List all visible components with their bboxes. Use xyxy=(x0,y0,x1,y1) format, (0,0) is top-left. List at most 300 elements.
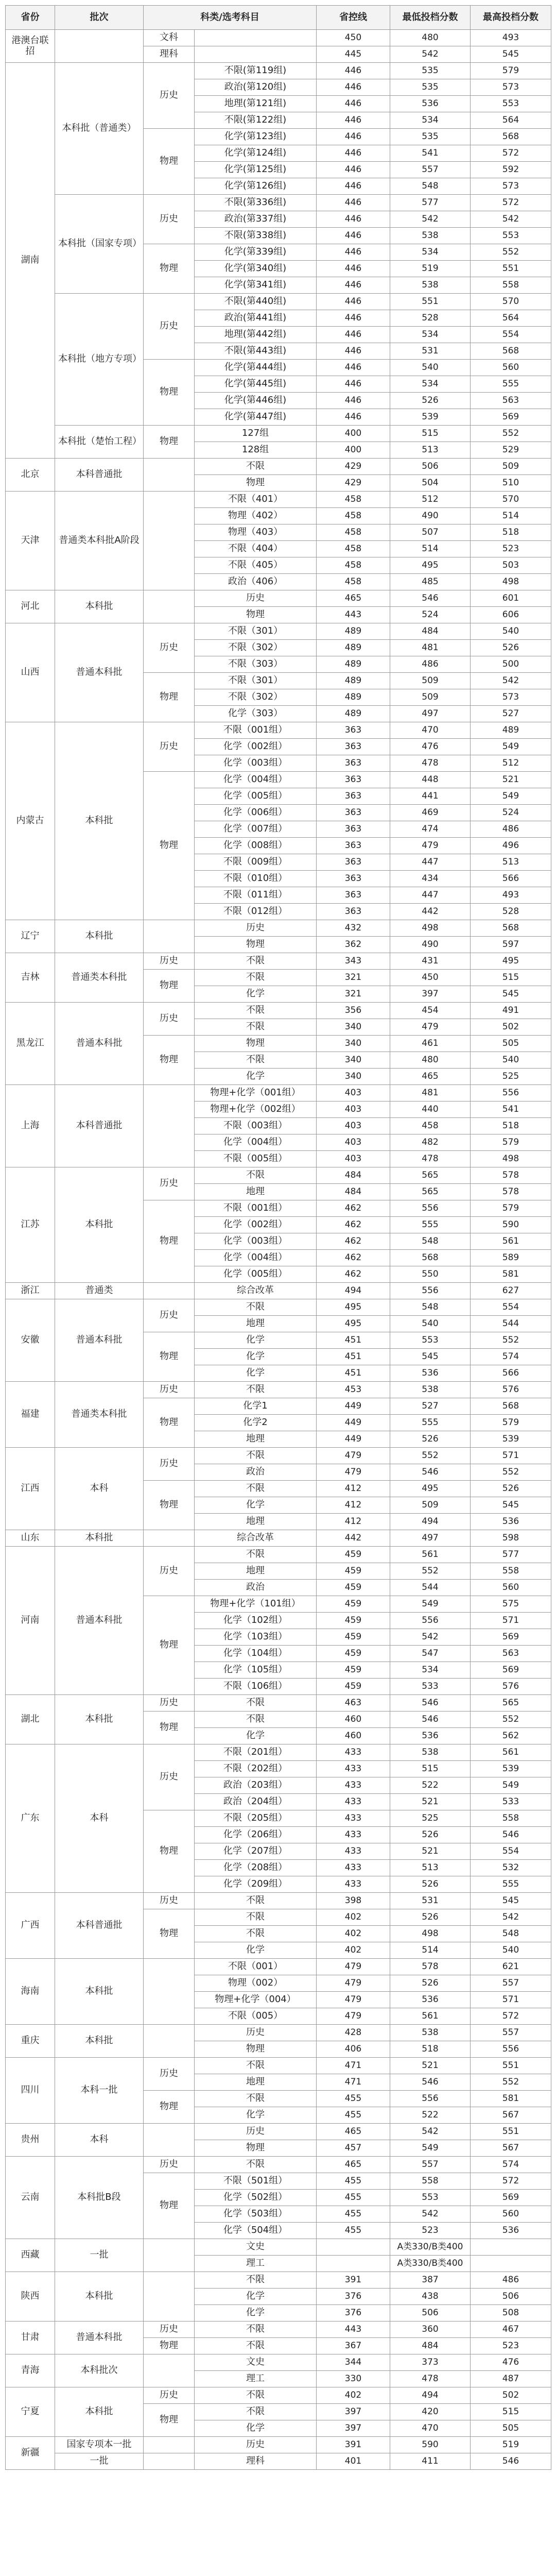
cell-subject-detail: 化学（004组） xyxy=(195,1134,317,1151)
cell-max-score: 555 xyxy=(471,376,551,393)
cell-control-line: 451 xyxy=(317,1332,390,1349)
cell-max-score: 508 xyxy=(471,2305,551,2321)
cell-max-score: 549 xyxy=(471,1777,551,1794)
cell-max-score: 569 xyxy=(471,1662,551,1679)
cell-subject-group: 物理 xyxy=(144,2173,195,2239)
cell-min-score: 546 xyxy=(390,1695,471,1711)
cell-max-score: 539 xyxy=(471,1431,551,1448)
cell-subject-detail: 化学 xyxy=(195,2305,317,2321)
cell-max-score: 489 xyxy=(471,722,551,739)
cell-min-score: 521 xyxy=(390,1794,471,1810)
cell-subject-detail: 不限 xyxy=(195,1167,317,1184)
cell-control-line: 446 xyxy=(317,162,390,178)
cell-subject-group xyxy=(144,2272,195,2321)
cell-max-score: 540 xyxy=(471,1052,551,1069)
cell-control-line: 446 xyxy=(317,327,390,343)
cell-max-score: 505 xyxy=(471,2420,551,2437)
cell-min-score: 536 xyxy=(390,96,471,112)
cell-subject-group: 历史 xyxy=(144,623,195,673)
cell-min-score: 521 xyxy=(390,1843,471,1860)
cell-control-line: 495 xyxy=(317,1316,390,1332)
cell-control-line: 458 xyxy=(317,524,390,541)
table-row xyxy=(6,953,551,970)
cell-control-line: 446 xyxy=(317,112,390,129)
cell-min-score: 514 xyxy=(390,1942,471,1959)
cell-control-line: 321 xyxy=(317,970,390,986)
cell-min-score: 542 xyxy=(390,2206,471,2223)
cell-min-score: 561 xyxy=(390,1547,471,1563)
table-row xyxy=(6,1893,551,1909)
cell-control-line: 402 xyxy=(317,1942,390,1959)
cell-subject-detail xyxy=(195,46,317,63)
cell-control-line: 363 xyxy=(317,854,390,871)
table-row xyxy=(6,2025,551,2041)
cell-min-score: 547 xyxy=(390,1646,471,1662)
cell-max-score: 571 xyxy=(471,1992,551,2008)
cell-control-line: 462 xyxy=(317,1233,390,1250)
cell-max-score: 493 xyxy=(471,887,551,904)
cell-max-score: 601 xyxy=(471,590,551,607)
cell-control-line: 397 xyxy=(317,2404,390,2420)
cell-min-score: 528 xyxy=(390,310,471,327)
cell-max-score: 551 xyxy=(471,2058,551,2074)
cell-min-score: 458 xyxy=(390,1118,471,1134)
cell-subject-group: 历史 xyxy=(144,722,195,772)
cell-subject-detail: 不限（001组） xyxy=(195,722,317,739)
cell-control-line: 484 xyxy=(317,1167,390,1184)
cell-subject-detail: 不限(第119组) xyxy=(195,63,317,79)
cell-max-score: 579 xyxy=(471,1200,551,1217)
cell-min-score: 454 xyxy=(390,1003,471,1019)
cell-max-score: 515 xyxy=(471,970,551,986)
cell-subject-group xyxy=(144,590,195,623)
table-row xyxy=(6,1959,551,1975)
cell-subject-detail: 不限(第122组) xyxy=(195,112,317,129)
cell-control-line: 446 xyxy=(317,195,390,211)
cell-subject-detail: 127组 xyxy=(195,426,317,442)
cell-batch: 本科批 xyxy=(55,920,144,953)
cell-province: 甘肃 xyxy=(6,2321,55,2354)
cell-min-score: 479 xyxy=(390,838,471,854)
cell-min-score: 557 xyxy=(390,162,471,178)
cell-province: 广东 xyxy=(6,1744,55,1893)
cell-subject-detail: 化学 xyxy=(195,2420,317,2437)
cell-control-line: 344 xyxy=(317,2354,390,2371)
cell-subject-detail: 不限 xyxy=(195,953,317,970)
cell-max-score: 621 xyxy=(471,1959,551,1975)
cell-subject-detail: 不限 xyxy=(195,2272,317,2289)
cell-max-score: 554 xyxy=(471,1843,551,1860)
cell-max-score: 558 xyxy=(471,1563,551,1580)
cell-subject-detail: 不限 xyxy=(195,1695,317,1711)
cell-min-score: 546 xyxy=(390,1464,471,1481)
cell-province: 吉林 xyxy=(6,953,55,1003)
cell-batch: 本科批（普通类） xyxy=(55,63,144,195)
cell-control-line: 433 xyxy=(317,1843,390,1860)
cell-max-score: 581 xyxy=(471,2091,551,2107)
cell-control-line: 459 xyxy=(317,1580,390,1596)
cell-subject-group: 历史 xyxy=(144,1299,195,1332)
cell-min-score: 442 xyxy=(390,904,471,920)
cell-subject-detail: 不限（302） xyxy=(195,640,317,656)
cell-control-line: 458 xyxy=(317,508,390,524)
cell-control-line: 446 xyxy=(317,343,390,360)
cell-max-score: 524 xyxy=(471,805,551,821)
cell-subject-detail: 不限（401） xyxy=(195,492,317,508)
cell-control-line: 363 xyxy=(317,739,390,755)
cell-subject-group xyxy=(144,492,195,590)
cell-control-line: 479 xyxy=(317,1448,390,1464)
cell-min-score: 556 xyxy=(390,1613,471,1629)
cell-min-score: 506 xyxy=(390,459,471,475)
cell-max-score: 542 xyxy=(471,673,551,689)
cell-subject-detail: 政治 xyxy=(195,1580,317,1596)
cell-subject-group: 历史 xyxy=(144,2157,195,2173)
cell-min-score: 556 xyxy=(390,1200,471,1217)
table-row xyxy=(6,590,551,607)
cell-min-score: 397 xyxy=(390,986,471,1003)
table-body xyxy=(6,30,551,2470)
cell-subject-detail: 化学 xyxy=(195,2289,317,2305)
cell-control-line: 489 xyxy=(317,706,390,722)
cell-subject-detail: 不限(第338组) xyxy=(195,228,317,244)
cell-min-score: 535 xyxy=(390,129,471,145)
cell-subject-detail: 化学(第445组) xyxy=(195,376,317,393)
cell-batch: 本科批次 xyxy=(55,2354,144,2387)
cell-subject-group: 历史 xyxy=(144,1744,195,1810)
table-row xyxy=(6,722,551,739)
cell-subject-detail: 理科 xyxy=(195,2453,317,2470)
cell-min-score: 387 xyxy=(390,2272,471,2289)
cell-max-score: 545 xyxy=(471,986,551,1003)
cell-max-score: 577 xyxy=(471,1547,551,1563)
table-row xyxy=(6,623,551,640)
table-row xyxy=(6,920,551,937)
cell-subject-detail: 化学（104组） xyxy=(195,1646,317,1662)
cell-min-score: 474 xyxy=(390,821,471,838)
cell-control-line: 446 xyxy=(317,178,390,195)
cell-province: 西藏 xyxy=(6,2239,55,2272)
cell-subject-detail: 物理 xyxy=(195,1036,317,1052)
cell-subject-detail: 化学（002组） xyxy=(195,1217,317,1233)
cell-subject-group: 物理 xyxy=(144,426,195,459)
cell-min-score: 534 xyxy=(390,1662,471,1679)
cell-control-line: 403 xyxy=(317,1134,390,1151)
cell-subject-detail: 不限 xyxy=(195,1481,317,1497)
cell-max-score: 564 xyxy=(471,112,551,129)
cell-subject-detail: 不限（106组） xyxy=(195,1679,317,1695)
cell-max-score: 592 xyxy=(471,162,551,178)
cell-max-score: 627 xyxy=(471,1283,551,1299)
cell-max-score: 555 xyxy=(471,1876,551,1893)
cell-max-score: 573 xyxy=(471,689,551,706)
cell-min-score: 556 xyxy=(390,2091,471,2107)
cell-province: 上海 xyxy=(6,1085,55,1167)
cell-min-score: 540 xyxy=(390,360,471,376)
cell-control-line: 403 xyxy=(317,1101,390,1118)
cell-control-line: 363 xyxy=(317,755,390,772)
cell-subject-detail: 不限(第443组) xyxy=(195,343,317,360)
cell-control-line: 479 xyxy=(317,1975,390,1992)
cell-subject-group: 历史 xyxy=(144,294,195,360)
table-row xyxy=(6,2354,551,2371)
header-control-line: 省控线 xyxy=(317,6,390,30)
cell-subject-detail: 物理+化学（101组） xyxy=(195,1596,317,1613)
cell-subject-detail: 化学（209组） xyxy=(195,1876,317,1893)
cell-province: 港澳台联招 xyxy=(6,30,55,63)
cell-max-score: 536 xyxy=(471,1514,551,1530)
cell-min-score: 450 xyxy=(390,970,471,986)
cell-min-score: 548 xyxy=(390,178,471,195)
cell-min-score: 478 xyxy=(390,1151,471,1167)
cell-max-score: 503 xyxy=(471,557,551,574)
cell-min-score: 548 xyxy=(390,1233,471,1250)
cell-subject-detail: 不限 xyxy=(195,459,317,475)
header-min-score: 最低投档分数 xyxy=(390,6,471,30)
cell-subject-group: 物理 xyxy=(144,1909,195,1959)
cell-min-score: 448 xyxy=(390,772,471,788)
cell-max-score: 486 xyxy=(471,2272,551,2289)
cell-min-score: 498 xyxy=(390,920,471,937)
cell-subject-group: 历史 xyxy=(144,953,195,970)
cell-min-score: 515 xyxy=(390,426,471,442)
cell-subject-detail: 化学（207组） xyxy=(195,1843,317,1860)
cell-subject-detail: 不限（205组） xyxy=(195,1810,317,1827)
admission-score-table-container xyxy=(5,5,551,2470)
cell-control-line: 402 xyxy=(317,1926,390,1942)
cell-max-score: 476 xyxy=(471,2354,551,2371)
cell-province: 海南 xyxy=(6,1959,55,2025)
cell-max-score: 528 xyxy=(471,904,551,920)
table-row xyxy=(6,2387,551,2404)
cell-control-line: 340 xyxy=(317,1069,390,1085)
cell-max-score: 567 xyxy=(471,2107,551,2124)
cell-max-score: 498 xyxy=(471,574,551,590)
cell-min-score: 534 xyxy=(390,327,471,343)
cell-subject-group xyxy=(144,920,195,953)
cell-max-score: 551 xyxy=(471,261,551,277)
cell-subject-group: 物理 xyxy=(144,1332,195,1382)
header-subject-category: 科类/选考科目 xyxy=(144,6,317,30)
cell-subject-detail: 物理（403） xyxy=(195,524,317,541)
cell-control-line: 455 xyxy=(317,2173,390,2190)
cell-control-line: 446 xyxy=(317,393,390,409)
table-row xyxy=(6,1547,551,1563)
cell-min-score: 536 xyxy=(390,1728,471,1744)
cell-control-line: 429 xyxy=(317,459,390,475)
cell-min-score: 549 xyxy=(390,2140,471,2157)
cell-max-score: 571 xyxy=(471,1613,551,1629)
cell-control-line: 449 xyxy=(317,1398,390,1415)
cell-min-score: 509 xyxy=(390,673,471,689)
cell-control-line: 356 xyxy=(317,1003,390,1019)
cell-subject-detail: 政治(第120组) xyxy=(195,79,317,96)
cell-batch: 普通本科批 xyxy=(55,1547,144,1695)
cell-min-score: 470 xyxy=(390,722,471,739)
cell-max-score: 552 xyxy=(471,1711,551,1728)
table-row xyxy=(6,195,551,211)
cell-subject-group: 物理 xyxy=(144,1036,195,1085)
cell-control-line xyxy=(317,2256,390,2272)
cell-min-score: A类330/B类400 xyxy=(390,2256,471,2272)
cell-min-score: A类330/B类400 xyxy=(390,2239,471,2256)
cell-control-line: 397 xyxy=(317,2420,390,2437)
cell-max-score: 560 xyxy=(471,1580,551,1596)
cell-max-score: 540 xyxy=(471,623,551,640)
cell-province: 黑龙江 xyxy=(6,1003,55,1085)
table-row xyxy=(6,1382,551,1398)
cell-max-score: 502 xyxy=(471,2387,551,2404)
cell-min-score: 522 xyxy=(390,1777,471,1794)
cell-max-score: 551 xyxy=(471,2124,551,2140)
cell-control-line: 403 xyxy=(317,1085,390,1101)
cell-max-score: 589 xyxy=(471,1250,551,1266)
cell-subject-detail: 理工 xyxy=(195,2256,317,2272)
cell-subject-group: 物理 xyxy=(144,244,195,294)
cell-subject-detail: 化学(第340组) xyxy=(195,261,317,277)
cell-max-score: 558 xyxy=(471,277,551,294)
cell-min-score: 447 xyxy=(390,887,471,904)
cell-min-score: 535 xyxy=(390,79,471,96)
cell-subject-group: 历史 xyxy=(144,1167,195,1200)
cell-min-score: 546 xyxy=(390,590,471,607)
cell-control-line: 462 xyxy=(317,1250,390,1266)
cell-control-line: 402 xyxy=(317,2387,390,2404)
cell-min-score: 542 xyxy=(390,211,471,228)
cell-max-score: 552 xyxy=(471,1464,551,1481)
cell-max-score: 554 xyxy=(471,1299,551,1316)
cell-min-score: 553 xyxy=(390,1332,471,1349)
cell-batch: 普通类本科批 xyxy=(55,953,144,1003)
cell-max-score: 569 xyxy=(471,2190,551,2206)
cell-max-score: 569 xyxy=(471,409,551,426)
cell-min-score: 519 xyxy=(390,261,471,277)
cell-control-line: 376 xyxy=(317,2305,390,2321)
cell-max-score: 549 xyxy=(471,739,551,755)
cell-max-score: 539 xyxy=(471,1761,551,1777)
cell-control-line: 484 xyxy=(317,1184,390,1200)
cell-province: 河北 xyxy=(6,590,55,623)
cell-subject-detail: 化学（503组） xyxy=(195,2206,317,2223)
cell-max-score: 564 xyxy=(471,310,551,327)
cell-batch: 本科批 xyxy=(55,1695,144,1744)
table-row xyxy=(6,1744,551,1761)
cell-subject-detail: 化学 xyxy=(195,1069,317,1085)
cell-province: 安徽 xyxy=(6,1299,55,1382)
cell-max-score: 500 xyxy=(471,656,551,673)
cell-max-score: 540 xyxy=(471,1942,551,1959)
cell-max-score: 513 xyxy=(471,854,551,871)
cell-min-score: 561 xyxy=(390,2008,471,2025)
cell-max-score: 491 xyxy=(471,1003,551,1019)
cell-min-score: 548 xyxy=(390,1299,471,1316)
cell-batch: 本科一批 xyxy=(55,2058,144,2124)
cell-subject-detail: 不限（005） xyxy=(195,2008,317,2025)
cell-subject-detail: 不限（202组） xyxy=(195,1761,317,1777)
cell-subject-detail: 不限 xyxy=(195,1019,317,1036)
cell-max-score: 542 xyxy=(471,211,551,228)
cell-min-score: 373 xyxy=(390,2354,471,2371)
cell-subject-group xyxy=(144,2453,195,2470)
cell-max-score: 557 xyxy=(471,1975,551,1992)
cell-control-line: 446 xyxy=(317,228,390,244)
cell-min-score: 497 xyxy=(390,706,471,722)
cell-subject-detail: 化学（004组） xyxy=(195,1250,317,1266)
cell-min-score: 565 xyxy=(390,1184,471,1200)
cell-min-score: 469 xyxy=(390,805,471,821)
cell-min-score: 513 xyxy=(390,1860,471,1876)
cell-min-score: 526 xyxy=(390,1827,471,1843)
cell-subject-detail: 化学 xyxy=(195,1365,317,1382)
cell-subject-detail: 化学（103组） xyxy=(195,1629,317,1646)
cell-control-line: 451 xyxy=(317,1365,390,1382)
cell-subject-detail: 化学（208组） xyxy=(195,1860,317,1876)
cell-subject-group xyxy=(144,459,195,492)
cell-max-score: 560 xyxy=(471,360,551,376)
cell-min-score: 506 xyxy=(390,2305,471,2321)
cell-control-line: 462 xyxy=(317,1200,390,1217)
cell-subject-detail: 化学（105组） xyxy=(195,1662,317,1679)
cell-subject-detail: 不限 xyxy=(195,1893,317,1909)
cell-subject-detail: 历史 xyxy=(195,920,317,937)
cell-subject-group xyxy=(144,2025,195,2058)
cell-control-line: 363 xyxy=(317,821,390,838)
cell-subject-detail: 综合改革 xyxy=(195,1283,317,1299)
cell-max-score: 493 xyxy=(471,30,551,46)
cell-subject-detail: 化学（005组） xyxy=(195,1266,317,1283)
cell-control-line: 340 xyxy=(317,1036,390,1052)
cell-control-line: 462 xyxy=(317,1266,390,1283)
cell-min-score: 541 xyxy=(390,145,471,162)
cell-max-score: 560 xyxy=(471,2206,551,2223)
cell-subject-group xyxy=(144,1283,195,1299)
cell-batch: 本科 xyxy=(55,1744,144,1893)
cell-max-score: 552 xyxy=(471,426,551,442)
cell-subject-detail: 化学（303） xyxy=(195,706,317,722)
table-row xyxy=(6,1299,551,1316)
cell-subject-detail: 地理(第121组) xyxy=(195,96,317,112)
cell-min-score: 553 xyxy=(390,2190,471,2206)
cell-max-score: 521 xyxy=(471,772,551,788)
cell-min-score: 497 xyxy=(390,1530,471,1547)
cell-min-score: 590 xyxy=(390,2437,471,2453)
cell-subject-detail: 不限（301） xyxy=(195,673,317,689)
cell-control-line: 446 xyxy=(317,360,390,376)
cell-control-line: 458 xyxy=(317,541,390,557)
cell-subject-detail: 物理+化学（002组） xyxy=(195,1101,317,1118)
cell-control-line: 433 xyxy=(317,1777,390,1794)
cell-control-line: 363 xyxy=(317,722,390,739)
cell-batch: 本科批（楚怡工程） xyxy=(55,426,144,459)
cell-subject-detail: 不限 xyxy=(195,2321,317,2338)
cell-subject-group xyxy=(144,1530,195,1547)
cell-control-line: 457 xyxy=(317,2140,390,2157)
cell-subject-detail: 不限（201组） xyxy=(195,1744,317,1761)
cell-max-score: 579 xyxy=(471,63,551,79)
cell-subject-detail: 政治(第337组) xyxy=(195,211,317,228)
cell-subject-detail: 政治(第441组) xyxy=(195,310,317,327)
cell-max-score: 575 xyxy=(471,1596,551,1613)
cell-subject-detail: 地理 xyxy=(195,1184,317,1200)
cell-control-line: 446 xyxy=(317,79,390,96)
cell-max-score: 512 xyxy=(471,755,551,772)
cell-control-line: 446 xyxy=(317,294,390,310)
cell-subject-group xyxy=(144,2239,195,2272)
cell-batch: 本科 xyxy=(55,2124,144,2157)
cell-control-line: 459 xyxy=(317,1596,390,1613)
cell-control-line: 362 xyxy=(317,937,390,953)
cell-min-score: 482 xyxy=(390,1134,471,1151)
